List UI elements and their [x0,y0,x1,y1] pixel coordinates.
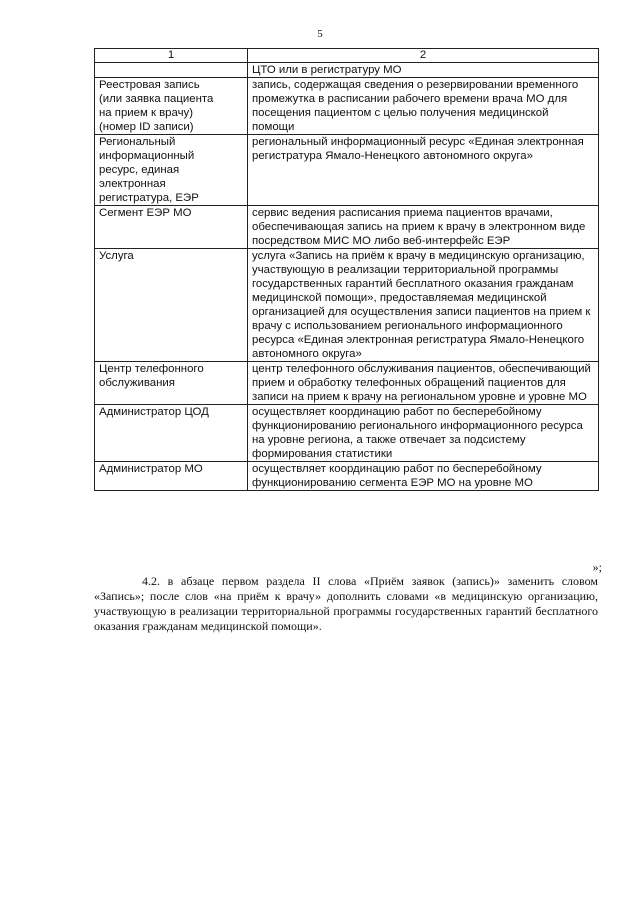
definition-cell: осуществляет координацию работ по бесперебойному функционированию сегмента ЕЭР МО на уровне МО [248,462,599,491]
table-row [95,249,599,362]
definition-cell: ЦТО или в регистратуру МО [248,63,599,78]
definition-cell: осуществляет координацию работ по бесперебойному функционированию регионального информационного ресурса на уровне региона, а также отвечает за подсистему формирования статистики [248,405,599,462]
table-row [95,405,599,462]
term-cell: Реестровая запись (или заявка пациента на прием к врачу) (номер ID записи) [95,78,248,135]
definition-cell: услуга «Запись на приём к врачу в медицинскую организацию, участвующую в реализации территориальной программы государственных гарантий бесплатного оказания гражданам медицинской помощи», предоставляемая медицинской организацией для осуществления записи пациентов на прием к врачу с использованием регионального информационного ресурса «Единая электронная регистратура Ямало-Ненецкого автономного округа» [248,249,599,362]
term-cell: Администратор МО [95,462,248,491]
definition-cell: региональный информационный ресурс «Единая электронная регистратура Ямало-Ненецкого автономного округа» [248,135,599,206]
definition-cell: запись, содержащая сведения о резервировании временного промежутка в расписании рабочего времени врача МО для посещения пациентом с целью получения медицинской помощи [248,78,599,135]
column-header: 1 [95,49,248,63]
definition-cell: сервис ведения расписания приема пациентов врачами, обеспечивающая запись на прием к врачу в электронном виде посредством МИС МО либо веб-интерфейс ЕЭР [248,206,599,249]
term-cell: Региональный информационный ресурс, единая электронная регистратура, ЕЭР [95,135,248,206]
amendment-paragraph: 4.2. в абзаце первом раздела II слова «Приём заявок (запись)» заменить словом «Запись»; после слов «на приём к врачу» дополнить словами «в медицинскую организацию, участвующую в реализации территориальной программы государственных гарантий бесплатного оказания гражданам медицинской помощи». [94,574,598,633]
table-row [95,206,599,249]
table-row [95,462,599,491]
term-cell: Администратор ЦОД [95,405,248,462]
closing-quote: »; [592,560,602,574]
term-cell: Услуга [95,249,248,362]
page-number: 5 [317,28,323,40]
table-row [95,63,599,78]
table-row [95,362,599,405]
table-row [95,78,599,135]
table-header-row [95,49,599,63]
table-row [95,135,599,206]
definitions-table [94,48,599,491]
definition-cell: центр телефонного обслуживания пациентов, обеспечивающий прием и обработку телефонных обращений пациентов для записи на прием к врачу на региональном уровне и уровне МО [248,362,599,405]
column-header: 2 [248,49,599,63]
term-cell [95,63,248,78]
term-cell: Сегмент ЕЭР МО [95,206,248,249]
term-cell: Центр телефонного обслуживания [95,362,248,405]
